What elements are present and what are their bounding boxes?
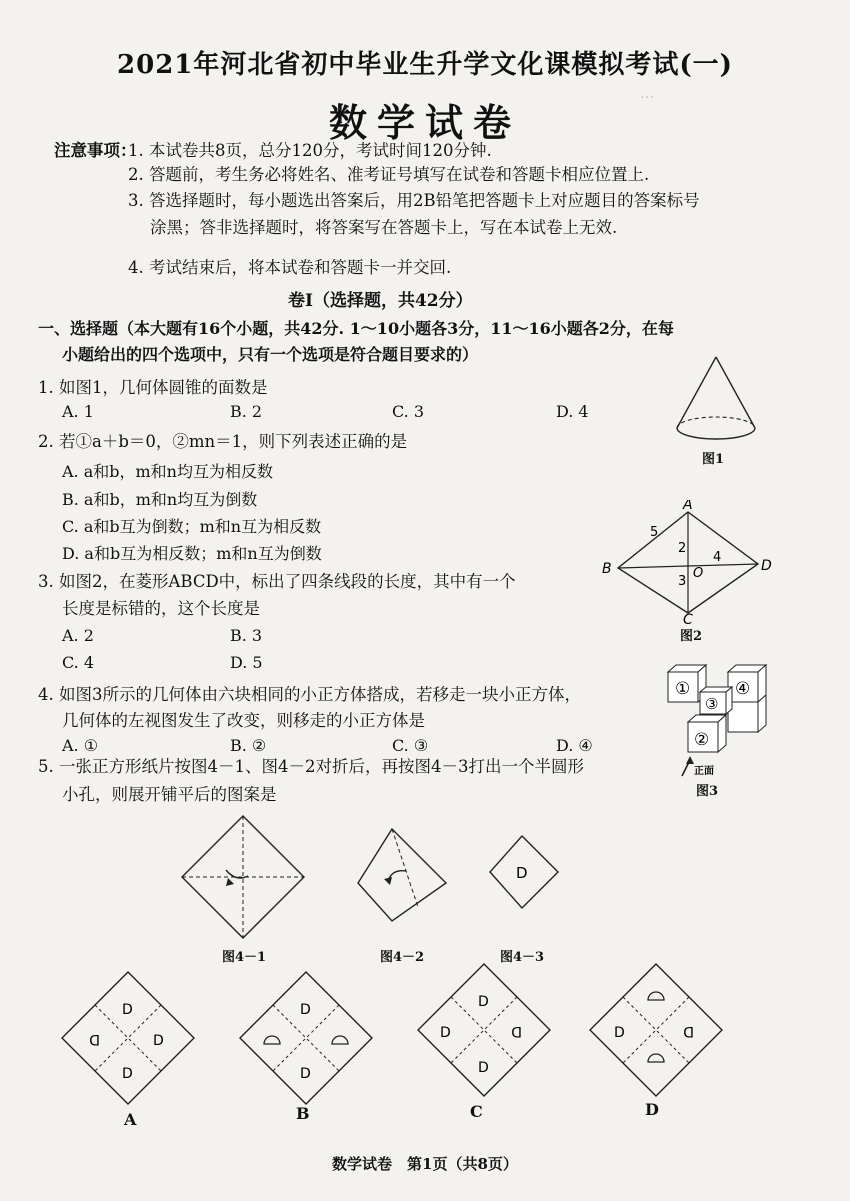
- svg-text:D: D: [478, 1060, 489, 1076]
- vertex-b-label: B: [602, 561, 612, 577]
- q1-option-c: C. 3: [392, 402, 425, 421]
- q5-option-b: B: [296, 1104, 310, 1123]
- volume-title: 卷Ⅰ（选择题，共42分）: [288, 291, 473, 311]
- q4-option-c: C. ③: [392, 736, 429, 755]
- figure-4-1: [178, 812, 308, 942]
- vertex-a-label: A: [683, 500, 693, 513]
- q3-option-a: A. 2: [62, 626, 94, 645]
- figure-4-2: [354, 825, 454, 925]
- figure-1-caption: 图1: [702, 452, 725, 467]
- svg-text:D: D: [153, 1033, 164, 1049]
- q2-option-a: A. a和b，m和n均互为相反数: [62, 462, 273, 481]
- q5-option-c-figure: [414, 960, 554, 1100]
- q5-stem-cont: 小孔，则展开铺平后的图案是: [62, 785, 277, 804]
- svg-text:D: D: [614, 1025, 625, 1041]
- q4-stem: 4. 如图3所示的几何体由六块相同的小正方体搭成，若移走一块小正方体，: [38, 685, 581, 704]
- figure-3-cubes: [660, 660, 780, 780]
- q4-stem-cont: 几何体的左视图发生了改变，则移走的小正方体是: [62, 711, 425, 730]
- q5-option-b-figure: [236, 968, 376, 1108]
- cube-label: ③: [705, 695, 719, 713]
- q3-option-d: D. 5: [230, 653, 263, 672]
- section-heading: 一、选择题（本大题有16个小题，共42分. 1～10小题各3分，11～16小题各2分，在每: [38, 319, 674, 338]
- svg-text:D: D: [122, 1066, 133, 1082]
- q2-option-d: D. a和b互为相反数；m和n互为倒数: [62, 544, 322, 563]
- notice-item: 涂黑；答非选择题时，将答案写在答题卡上，写在本试卷上无效.: [150, 218, 618, 237]
- vertex-d-label: D: [761, 558, 772, 574]
- svg-text:D: D: [478, 994, 489, 1010]
- cube-label: ①: [675, 679, 691, 699]
- q3-stem: 3. 如图2，在菱形ABCD中，标出了四条线段的长度，其中有一个: [38, 572, 516, 591]
- center-o-label: O: [693, 566, 704, 581]
- figure-4-3-caption: 图4－3: [500, 950, 545, 965]
- svg-text:D: D: [440, 1025, 451, 1041]
- svg-text:D: D: [683, 1023, 694, 1039]
- figure-4-1-caption: 图4－1: [222, 950, 267, 965]
- length-label: 5: [650, 525, 659, 540]
- notice-item: 4. 考试结束后，将本试卷和答题卡一并交回.: [128, 258, 452, 277]
- q3-option-b: B. 3: [230, 626, 263, 645]
- vertex-c-label: C: [683, 612, 693, 625]
- notice-item: 1. 本试卷共8页，总分120分，考试时间120分钟.: [128, 141, 492, 160]
- figure-3-caption: 图3: [696, 784, 719, 799]
- q3-option-c: C. 4: [62, 653, 95, 672]
- q5-option-a-figure: [58, 968, 198, 1108]
- subject-title: 数学试卷: [328, 100, 521, 145]
- figure-2-caption: 图2: [680, 629, 703, 644]
- q2-stem: 2. 若①a＋b＝0，②mn＝1，则下列表述正确的是: [38, 432, 408, 451]
- bleed-through-text: ···: [640, 88, 655, 106]
- q2-option-c: C. a和b互为倒数；m和n互为相反数: [62, 517, 322, 536]
- svg-text:D: D: [300, 1002, 311, 1018]
- q5-option-a: A: [124, 1110, 137, 1129]
- svg-text:D: D: [511, 1023, 522, 1039]
- page-footer: 数学试卷 第1页（共8页）: [332, 1155, 518, 1173]
- q2-option-b: B. a和b，m和n均互为倒数: [62, 490, 258, 509]
- q5-option-d: D: [645, 1100, 659, 1119]
- q5-option-c: C: [470, 1102, 483, 1121]
- cube-label: ④: [735, 679, 751, 699]
- svg-text:D: D: [300, 1066, 311, 1082]
- svg-text:D: D: [89, 1031, 100, 1047]
- length-label: 2: [678, 541, 687, 556]
- q1-option-d: D. 4: [556, 402, 589, 421]
- figure-4-3: [486, 832, 562, 912]
- q1-option-b: B. 2: [230, 402, 263, 421]
- figure-2-rhombus: [598, 500, 778, 625]
- q1-stem: 1. 如图1，几何体圆锥的面数是: [38, 378, 268, 397]
- length-label: 4: [713, 550, 722, 565]
- notice-item: 2. 答题前，考生务必将姓名、准考证号填写在试卷和答题卡相应位置上.: [128, 165, 650, 184]
- front-label: 正面: [694, 766, 714, 777]
- exam-title: 2021年河北省初中毕业生升学文化课模拟考试(一): [117, 50, 733, 80]
- cube-label: ②: [694, 730, 710, 750]
- q5-stem: 5. 一张正方形纸片按图4－1、图4－2对折后，再按图4－3打出一个半圆形: [38, 757, 584, 776]
- figure-4-2-caption: 图4－2: [380, 950, 425, 965]
- q4-option-d: D. ④: [556, 736, 593, 755]
- svg-text:D: D: [122, 1002, 133, 1018]
- q4-option-b: B. ②: [230, 736, 267, 755]
- length-label: 3: [678, 574, 687, 589]
- hole-label: D: [516, 864, 528, 882]
- q3-stem-cont: 长度是标错的，这个长度是: [62, 599, 260, 618]
- section-heading-cont: 小题给出的四个选项中，只有一个选项是符合题目要求的）: [62, 345, 479, 364]
- notice-label: 注意事项：: [54, 141, 137, 160]
- q5-option-d-figure: [586, 960, 726, 1100]
- q1-option-a: A. 1: [62, 402, 94, 421]
- notice-item: 3. 答选择题时，每小题选出答案后，用2B铅笔把答题卡上对应题目的答案标号: [128, 191, 700, 210]
- q4-option-a: A. ①: [62, 736, 99, 755]
